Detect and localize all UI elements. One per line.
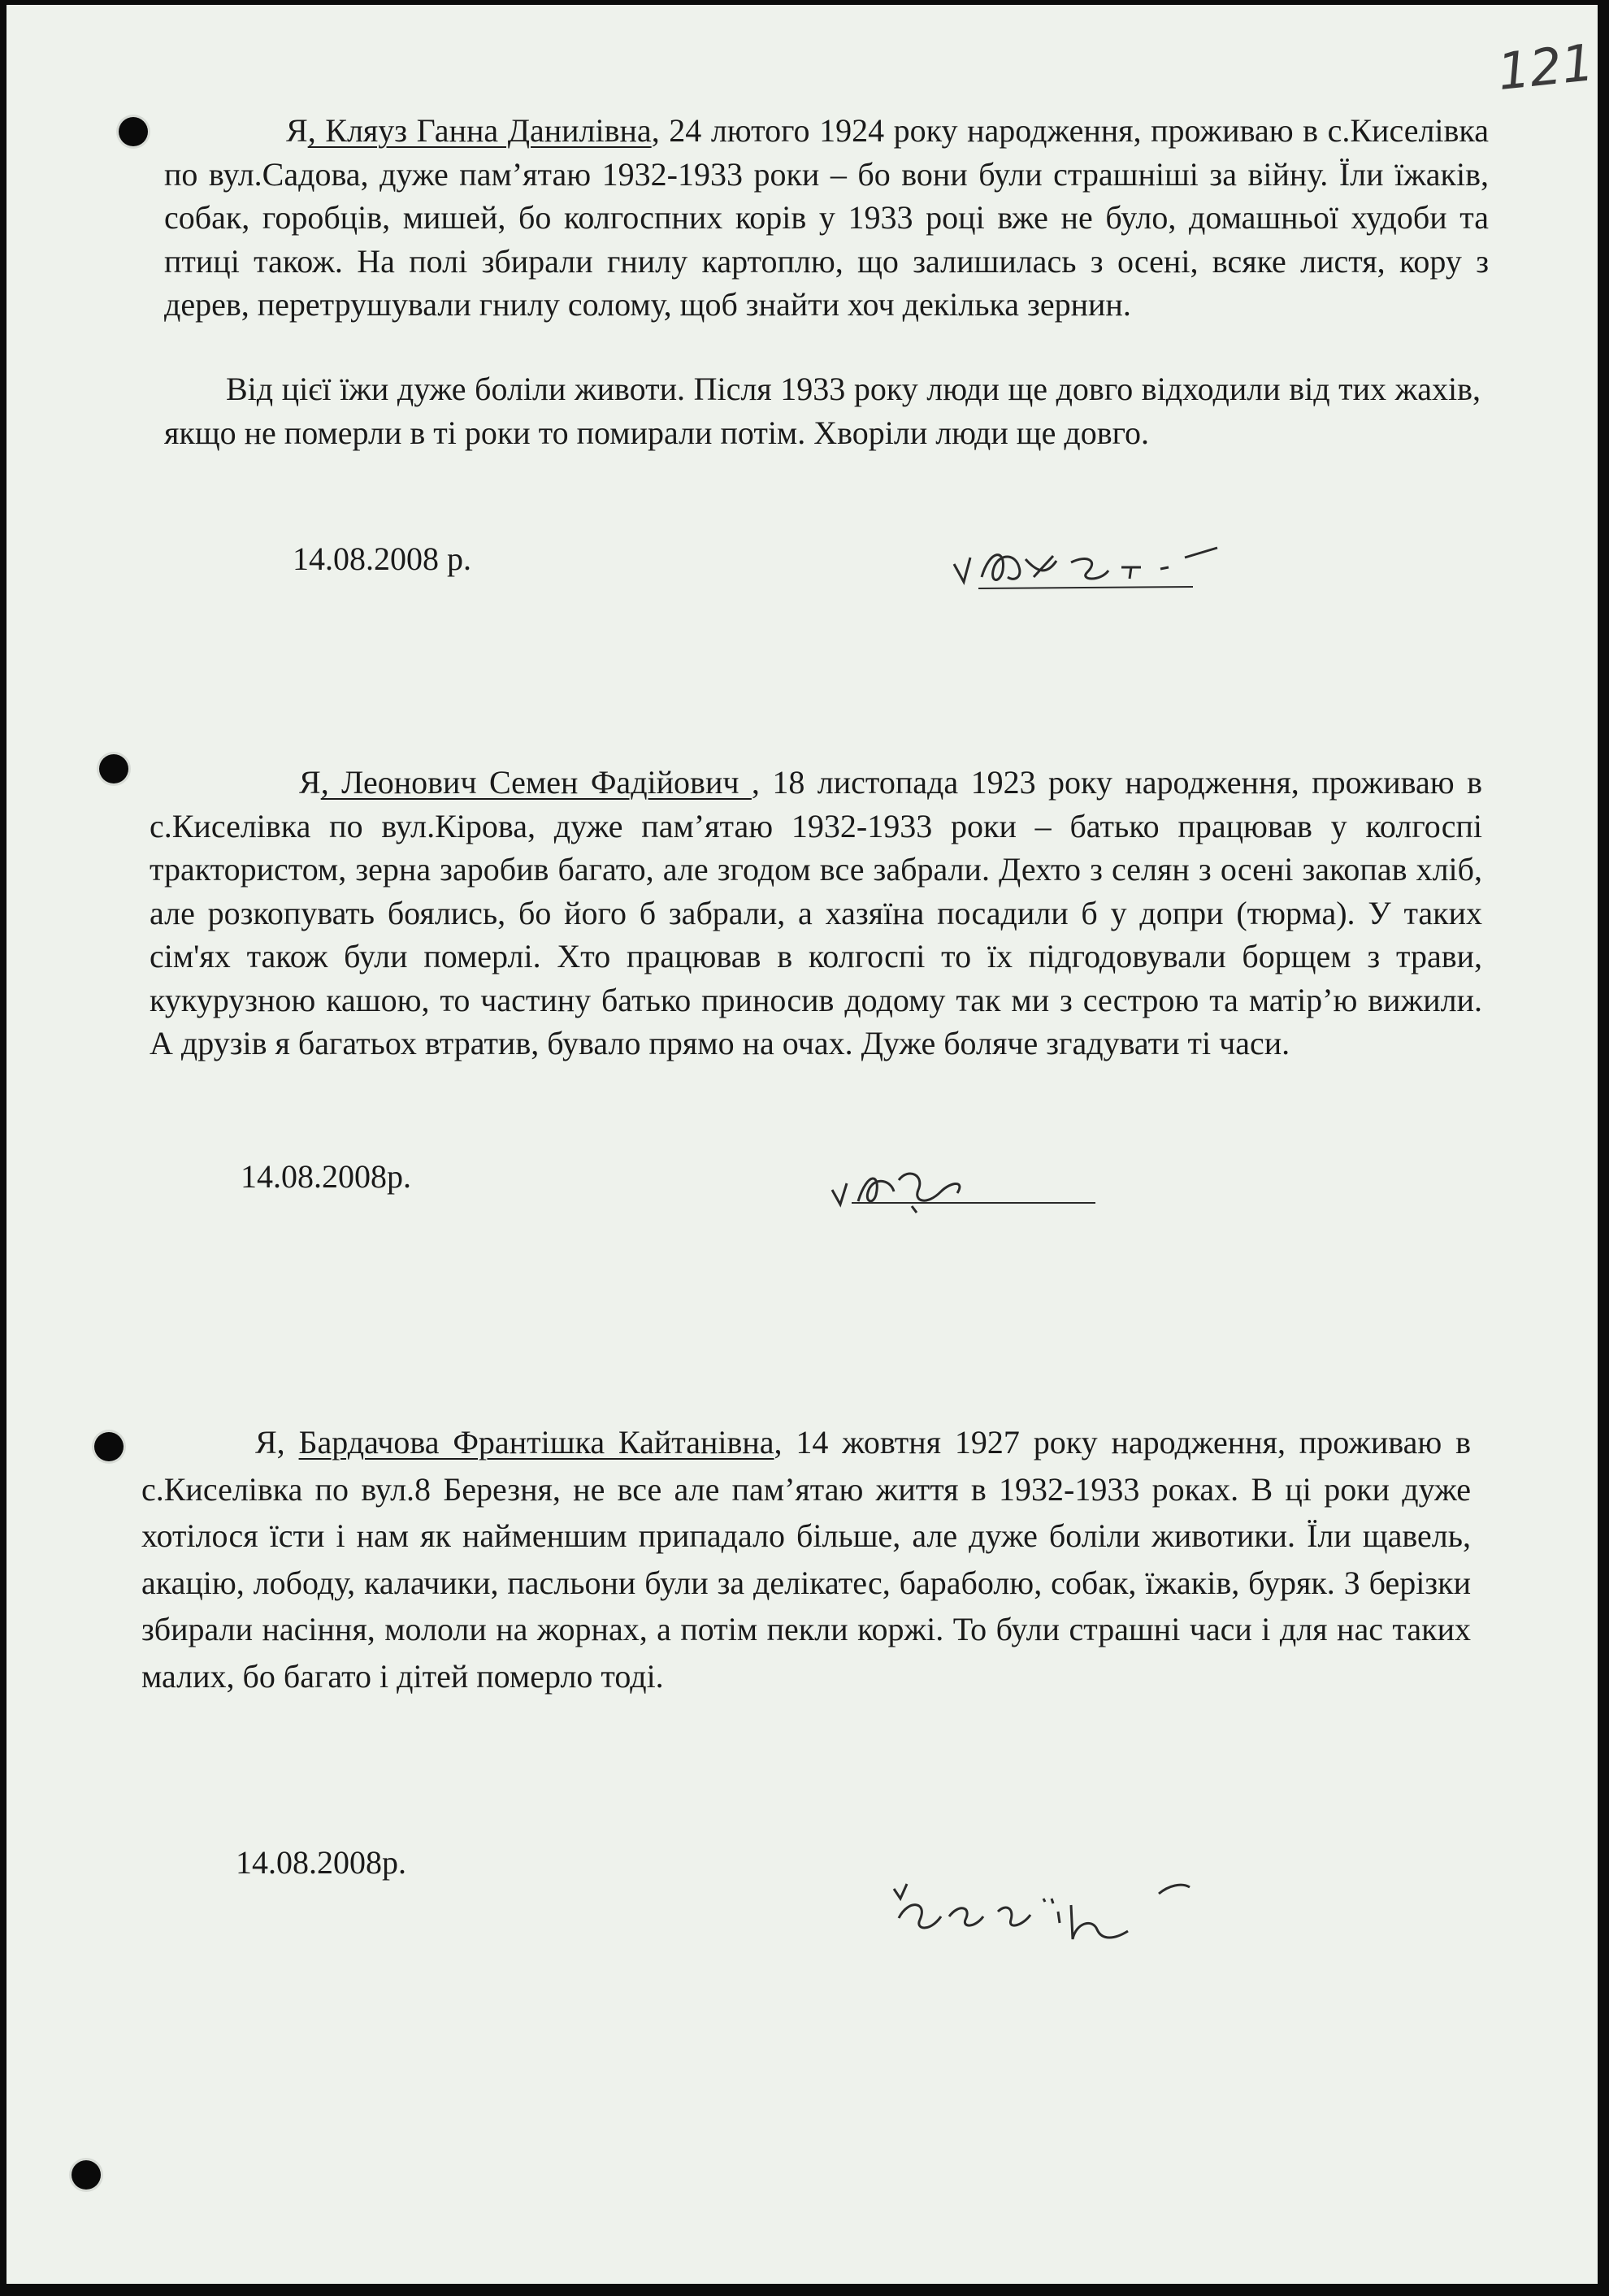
testimony-text: , 18 листопада 1923 року народження, проживаю в с.Киселівка по вул.Кірова, дуже пам’ятаю 1932-1933 роки – батько працював у колгоспі трактористом, зерна заробив багато, але згодом все забрали. Дехто з селян з осені закопав хліб, але розкопувать боялись, бо його б забрали, а хазяїна посадили б у допри (тюрма). У таких сім'ях також були померлі. Хто працював в колгоспі то їх підгодовували борщем з трави, кукурузною кашою, то частину батько приносив додому так ми з сестрою та матір’ю вижили. А друзів я багатьох втратив, бувало прямо на очах. Дуже боляче згадувати ті часи. (150, 764, 1482, 1061)
witness-name: Бардачова Франтішка Кайтанівна (298, 1424, 774, 1460)
signature (884, 1866, 1242, 1964)
testimony-date: 14.08.2008р. (236, 1844, 406, 1881)
binder-hole (119, 117, 148, 146)
pronoun: Я (286, 112, 308, 149)
testimony-date: 14.08.2008р. (241, 1158, 411, 1195)
binder-hole (94, 1432, 124, 1461)
testimony-paragraph (164, 109, 1489, 327)
document-page (7, 5, 1598, 2284)
witness-name: , Леонович Семен Фадійович (320, 764, 752, 801)
testimony-paragraph (150, 761, 1482, 1066)
signature (827, 1151, 1104, 1216)
pronoun: Я (299, 764, 321, 801)
testimony-text: , 14 жовтня 1927 року народження, проживаю в с.Киселівка по вул.8 Березня, не все але пам’ятаю життя в 1932-1933 роках. В ці роки дуже хотілося їсти і нам як найменшим припадало більше, але дуже боліли животики. Їли щавель, акацію, лободу, калачики, пасльони були за делікатес, бараболю, собак, їжаків, буряк. З берізки збирали насіння, мололи на жорнах, а потім пекли коржі. То були страшні часи і для нас таких малих, бо багато і дітей померло тоді. (141, 1424, 1472, 1695)
testimony-paragraph (141, 1419, 1471, 1699)
pronoun: Я, (255, 1424, 299, 1460)
binder-hole (72, 2160, 101, 2190)
testimony-paragraph-2: Від цієї їжи дуже боліли животи. Після 1933 року люди ще довго відходили від тих жахів, якщо не померли в ті роки то помирали потім. Хворіли люди ще довго. (164, 371, 1481, 451)
witness-name: , Кляуз Ганна Данилівна (307, 112, 652, 149)
testimony-text: , 24 лютого 1924 року народження, проживаю в с.Киселівка по вул.Садова, дуже пам’ятаю 1932-1933 роки – бо вони були страшніші за війну. Їли їжаків, собак, горобців, мишей, бо колгоспних корів у 1933 році вже не було, домашньої худоби та птиці також. На полі збирали гнилу картоплю, що залишилась з осені, всяке листя, кору з дерев, перетрушували гнилу солому, щоб знайти хоч декілька зернин. (164, 112, 1489, 323)
binder-hole (99, 754, 128, 783)
signature (949, 525, 1339, 598)
testimony-date: 14.08.2008 р. (293, 540, 471, 577)
page-number: 121 (1494, 33, 1597, 102)
